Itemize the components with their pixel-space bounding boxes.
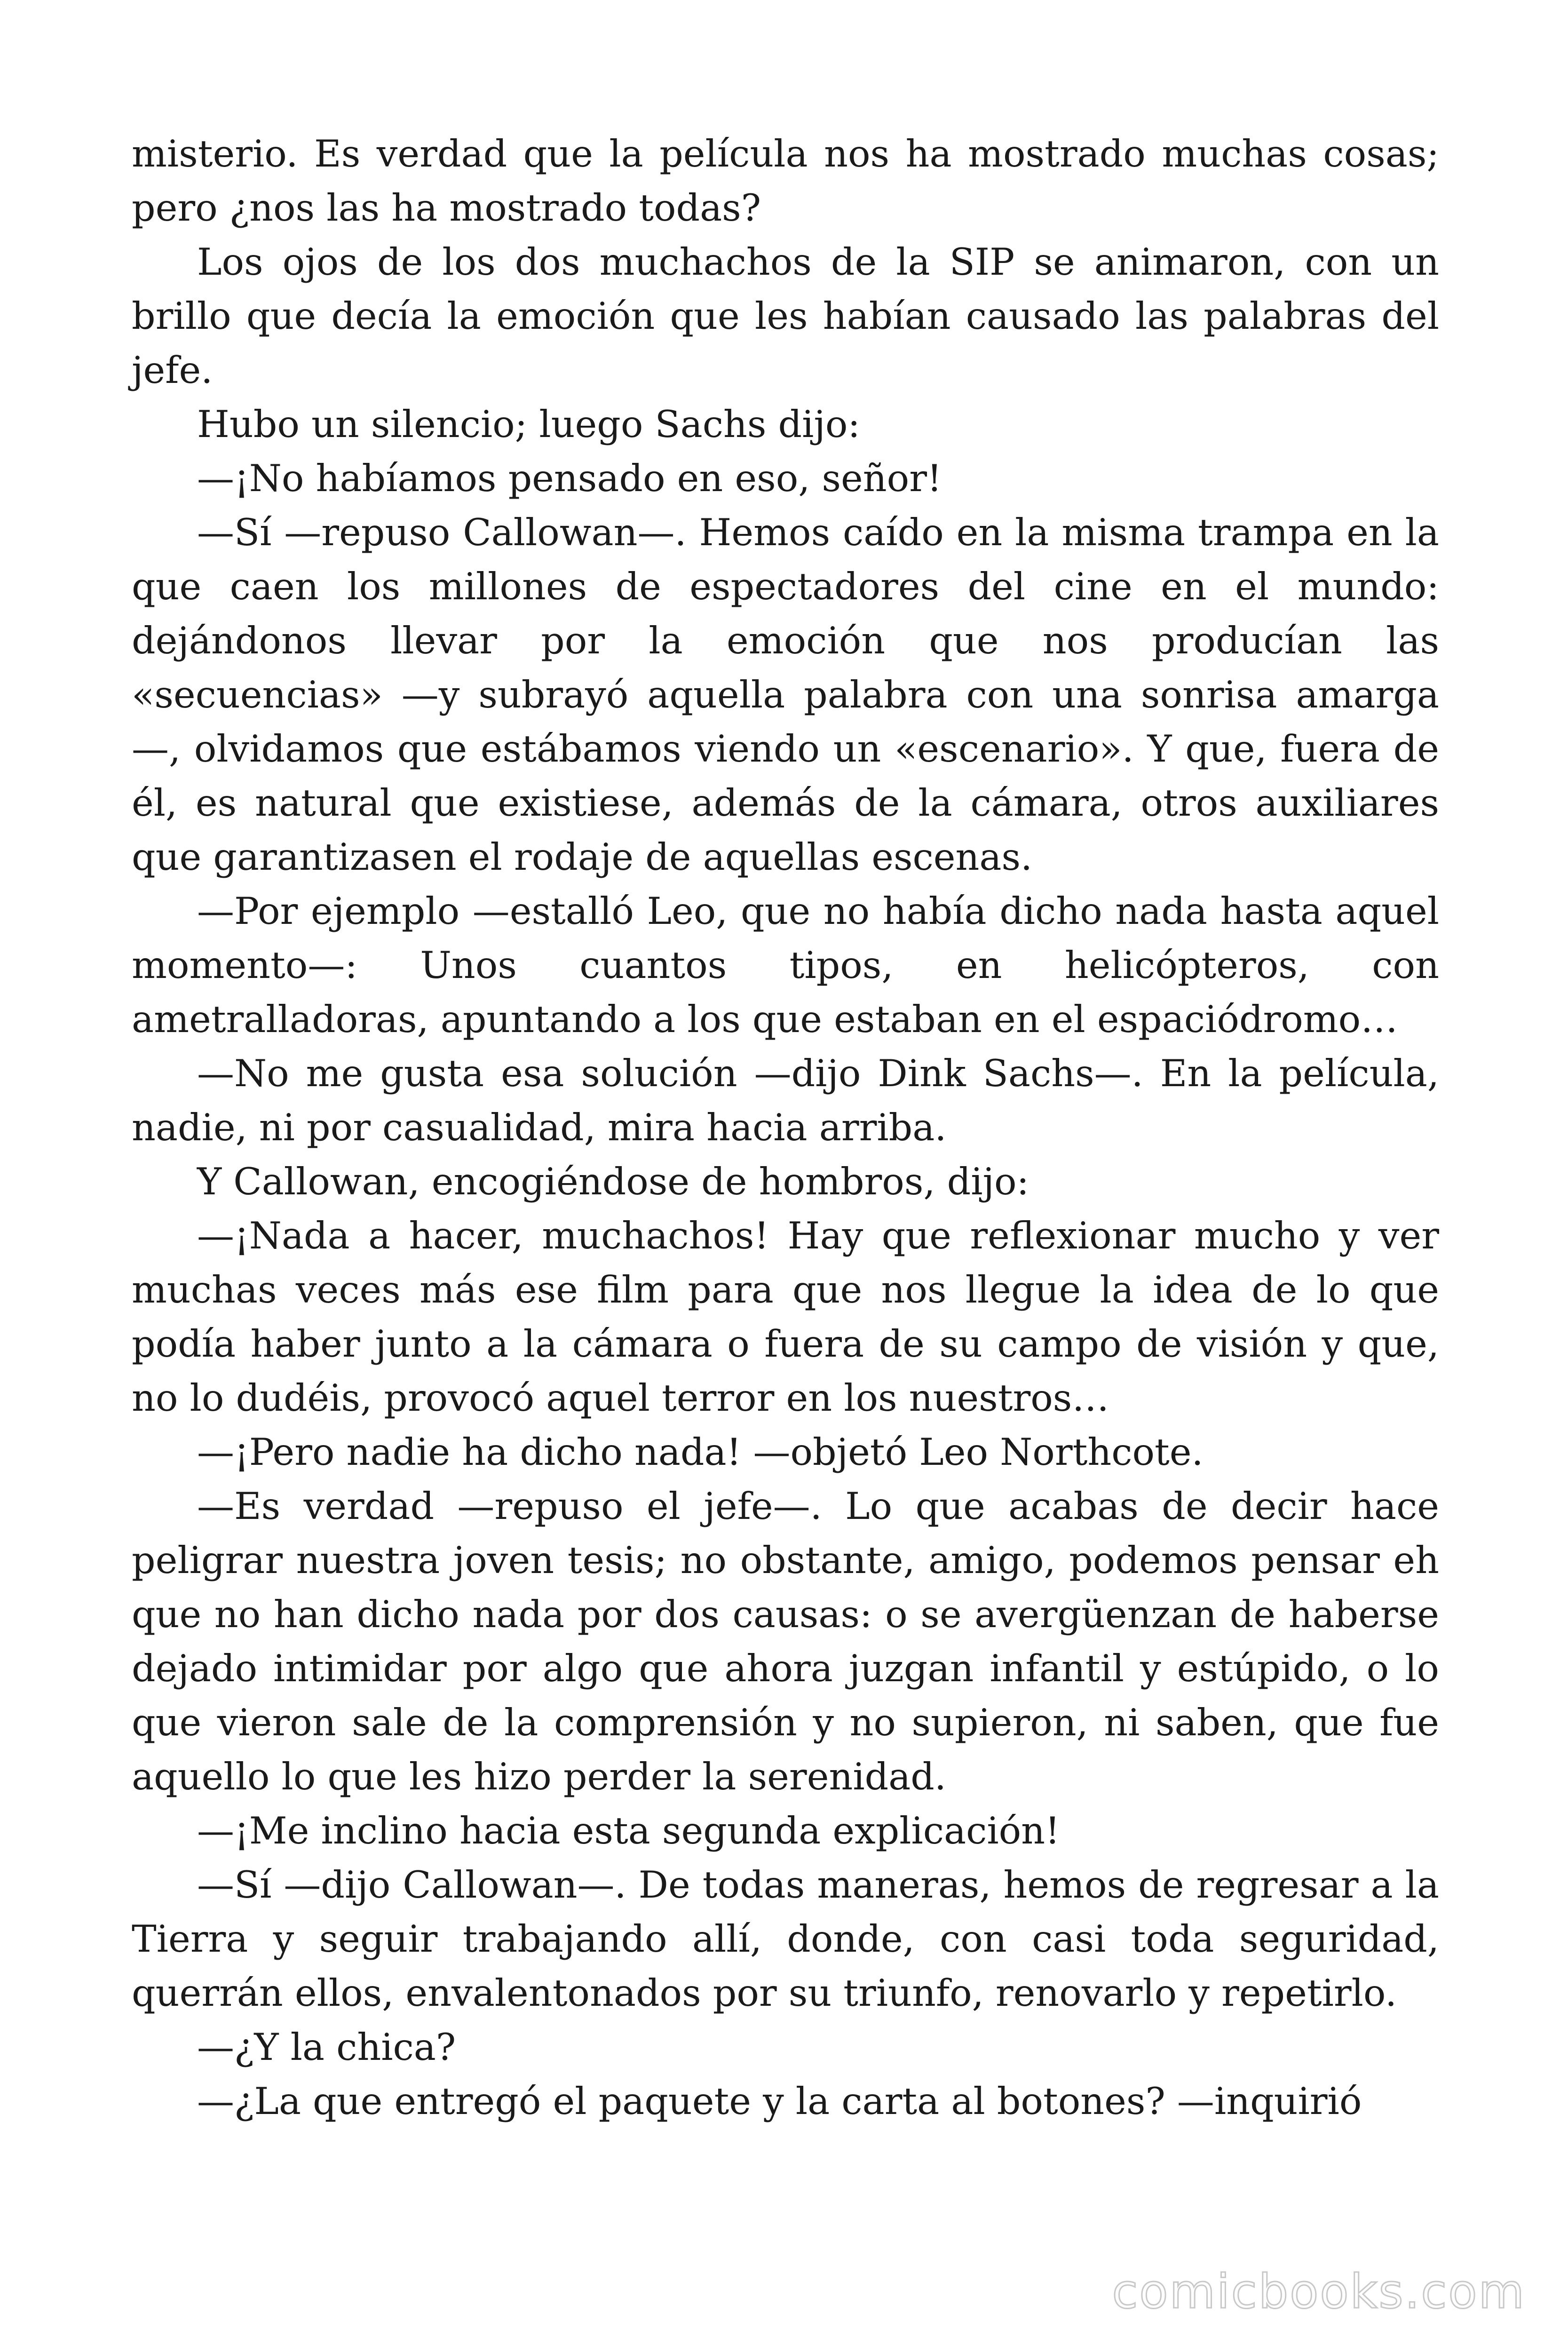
paragraph: —¡No habíamos pensado en eso, señor! [197,457,942,500]
paragraph: misterio. Es verdad que la película nos ha mostrado muchas cosas; pero ¿nos las ha mostrado todas? [132,132,1439,230]
paragraph: Y Callowan, encogiéndose de hombros, dijo: [197,1160,1029,1203]
watermark: comicbooks.com [1112,2264,1526,2319]
paragraph: —Por ejemplo —estalló Leo, que no había dicho nada hasta aquel momento—: Unos cuantos tipos, en helicópteros, con ametralladoras, apuntando a los que estaban en el espaciódromo… [132,890,1439,1041]
paragraph: Hubo un silencio; luego Sachs dijo: [197,403,861,446]
paragraph: —No me gusta esa solución —dijo Dink Sachs—. En la película, nadie, ni por casualidad, mira hacia arriba. [132,1052,1439,1149]
paragraph: —¡Me inclino hacia esta segunda explicación! [197,1809,1060,1852]
paragraph: —¿La que entregó el paquete y la carta al botones? —inquirió [197,2080,1362,2123]
page-body-text [132,127,1439,2129]
paragraph: —¡Pero nadie ha dicho nada! —objetó Leo Northcote. [197,1430,1204,1474]
paragraph: —Sí —dijo Callowan—. De todas maneras, hemos de regresar a la Tierra y seguir trabajando allí, donde, con casi toda seguridad, querrán ellos, envalentonados por su triunfo, renovarlo y repetirlo. [132,1863,1439,2015]
paragraph: —¿Y la chica? [197,2026,456,2069]
paragraph: Los ojos de los dos muchachos de la SIP se animaron, con un brillo que decía la emoción que les habían causado las palabras del jefe. [132,240,1439,392]
paragraph: —Sí —repuso Callowan—. Hemos caído en la misma trampa en la que caen los millones de espectadores del cine en el mundo: dejándonos llevar por la emoción que nos producían las «secuencias» —y subrayó aquella palabra con una sonrisa amarga —, olvidamos que estábamos viendo un «escenario». Y que, fuera de él, es natural que existiese, además de la cámara, otros auxiliares que garantizasen el rodaje de aquellas escenas. [132,511,1439,879]
paragraph: —Es verdad —repuso el jefe—. Lo que acabas de decir hace peligrar nuestra joven tesis; no obstante, amigo, podemos pensar eh que no han dicho nada por dos causas: o se avergüenzan de haberse dejado intimidar por algo que ahora juzgan infantil y estúpido, o lo que vieron sale de la comprensión y no supieron, ni saben, que fue aquello lo que les hizo perder la serenidad. [132,1485,1439,1798]
paragraph: —¡Nada a hacer, muchachos! Hay que reflexionar mucho y ver muchas veces más ese film para que nos llegue la idea de lo que podía haber junto a la cámara o fuera de su campo de visión y que, no lo dudéis, provocó aquel terror en los nuestros… [132,1214,1439,1420]
